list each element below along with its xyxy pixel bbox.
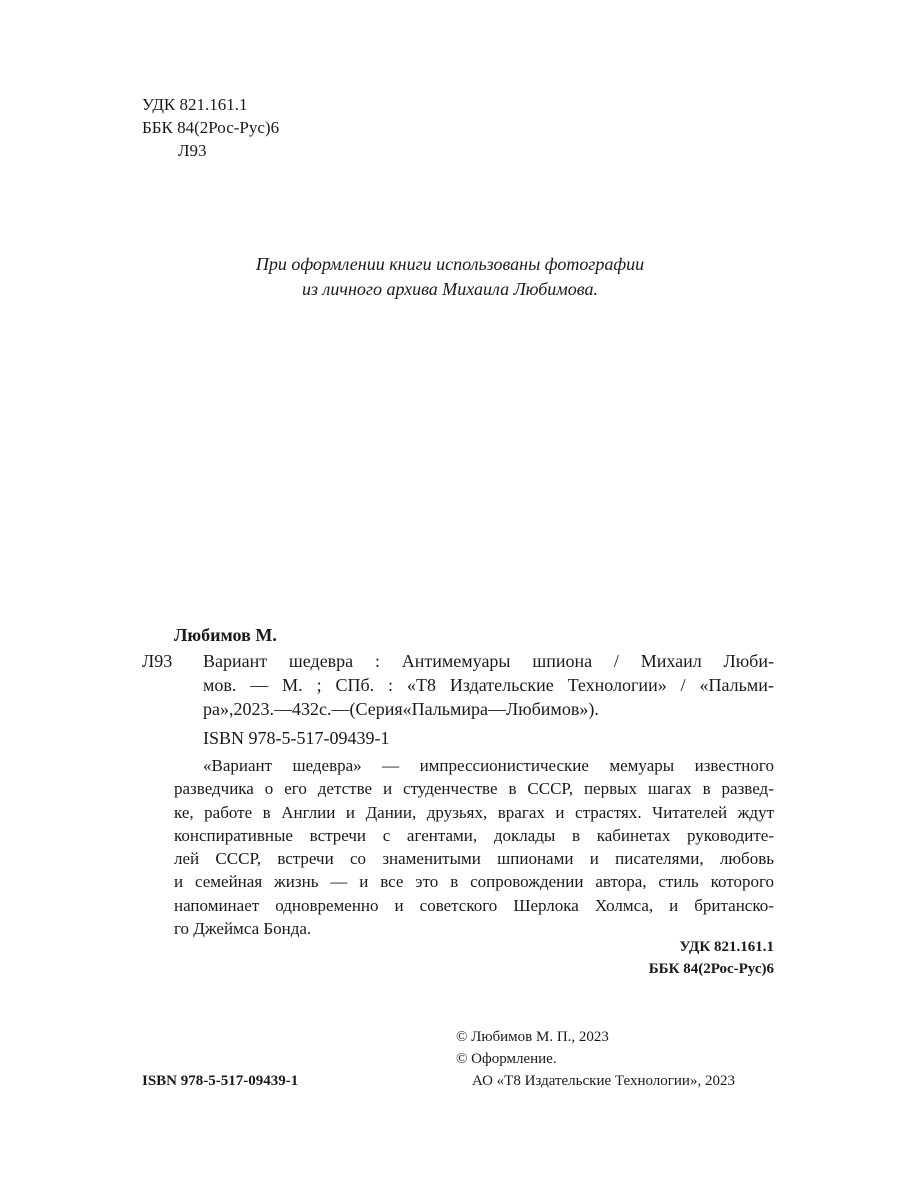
word: (Серия <box>349 699 403 719</box>
word: «Пальмира <box>402 699 488 719</box>
word: ке, <box>174 802 194 822</box>
word: семейная <box>194 872 263 892</box>
word: «Пальми- <box>699 675 774 695</box>
word: Михаил <box>640 651 702 671</box>
annotation-line <box>174 754 774 777</box>
word: в <box>450 872 459 892</box>
author-sign-code: Л93 <box>178 141 207 160</box>
word: писателями, <box>615 849 704 869</box>
udk-code: УДК 821.161.1 <box>142 95 248 114</box>
word: сопровождении <box>470 872 584 892</box>
annotation-line <box>174 894 774 917</box>
word: шедевра <box>288 651 354 671</box>
word: кабинетах <box>596 825 671 845</box>
word: и <box>359 872 369 892</box>
word: Технологии» <box>567 675 667 695</box>
word: импрессионистические <box>419 756 589 775</box>
word: в <box>702 779 711 799</box>
word: Англии <box>281 802 336 822</box>
word: британско- <box>694 895 774 915</box>
word: шагах <box>647 779 692 799</box>
word: доклады <box>493 825 556 845</box>
word: «Вариант <box>203 756 273 775</box>
word: напоминает <box>174 895 260 915</box>
word: / <box>680 675 686 695</box>
word: — <box>330 872 348 892</box>
word: жизнь <box>274 872 319 892</box>
word: Издательские <box>449 675 554 695</box>
photo-credit-line: При оформлении книги использованы фотографии <box>255 254 645 274</box>
word: работе <box>204 802 253 822</box>
word: первых <box>583 779 638 799</box>
word: и <box>174 872 184 892</box>
word: знаменитыми <box>382 849 481 869</box>
annotation-line <box>174 870 774 893</box>
word: и <box>345 802 356 822</box>
annotation-line <box>174 777 774 800</box>
word: врагах <box>497 802 545 822</box>
word: стиль <box>658 872 699 892</box>
word: М. <box>282 675 303 695</box>
word: 432 <box>292 699 319 719</box>
word: мемуары <box>609 756 675 775</box>
word: развед- <box>721 779 774 799</box>
word: все <box>380 872 404 892</box>
catalog-isbn: ISBN 978-5-517-09439-1 <box>203 728 390 748</box>
word: СПб. <box>335 675 375 695</box>
word: с <box>382 825 391 845</box>
word: : <box>388 675 394 695</box>
bibliographic-line <box>203 649 774 673</box>
catalog-classification <box>649 936 774 980</box>
word: Люби- <box>723 651 774 671</box>
word: ждут <box>737 802 774 822</box>
word: : <box>374 651 380 671</box>
word: со <box>349 849 367 869</box>
word: / <box>613 651 619 671</box>
word: руководите- <box>687 825 774 845</box>
copyright-design: © Оформление. <box>456 1051 557 1067</box>
annotation-line <box>174 824 774 847</box>
catalog-author: Любимов М. <box>174 625 277 645</box>
word: — <box>331 699 350 719</box>
classification-block <box>142 93 279 162</box>
annotation <box>174 754 774 940</box>
word: встречи <box>309 825 367 845</box>
word: в <box>572 825 581 845</box>
word: ; <box>316 675 322 695</box>
word: агентами, <box>406 825 478 845</box>
word: ра», <box>203 699 234 719</box>
word: Антимемуары <box>401 651 511 671</box>
word: — <box>382 756 400 775</box>
bibliographic-line <box>203 673 774 697</box>
word: студенчестве <box>403 779 498 799</box>
catalog-udk: УДК 821.161.1 <box>679 939 774 955</box>
word: разведчика <box>174 779 254 799</box>
word: его <box>284 779 307 799</box>
word: советского <box>419 895 498 915</box>
word: шедевра» <box>292 756 362 775</box>
photo-credit <box>0 252 900 302</box>
word: одновременно <box>275 895 379 915</box>
word: Дании, <box>365 802 417 822</box>
word: о <box>264 779 274 799</box>
word: Любимов»). <box>505 699 599 719</box>
word: страстях. <box>575 802 642 822</box>
word: — <box>250 675 269 695</box>
copyright-block <box>456 1026 735 1092</box>
word: шпионами <box>497 849 574 869</box>
word: это <box>415 872 439 892</box>
word: Вариант <box>203 651 268 671</box>
word: конспиративные <box>174 825 293 845</box>
word: в <box>508 779 517 799</box>
word: СССР, <box>215 849 262 869</box>
word: — <box>274 699 292 719</box>
word: и <box>589 849 599 869</box>
word: и <box>383 779 393 799</box>
catalog-bbk: ББК 84(2Рос-Рус)6 <box>648 961 774 977</box>
word: детстве <box>317 779 373 799</box>
word: которого <box>710 872 774 892</box>
word: Читателей <box>652 802 728 822</box>
copyright-author: © Любимов М. П., 2023 <box>456 1029 609 1045</box>
word: — <box>487 699 506 719</box>
word: «Т8 <box>406 675 436 695</box>
word: и <box>555 802 565 822</box>
word: СССР, <box>527 779 574 799</box>
word: и <box>394 895 404 915</box>
word: шпиона <box>532 651 593 671</box>
bibliographic-line <box>203 697 774 721</box>
word: и <box>669 895 679 915</box>
word: в <box>262 802 271 822</box>
annotation-line <box>174 847 774 870</box>
word: друзьях, <box>426 802 488 822</box>
word: Шерлока <box>513 895 579 915</box>
word: лей <box>174 849 200 869</box>
word: мов. <box>203 675 237 695</box>
annotation-line <box>174 801 774 824</box>
word: 2023. <box>233 699 274 719</box>
bibliographic-description <box>203 649 774 721</box>
word: любовь <box>719 849 774 869</box>
word: с. <box>319 699 332 719</box>
photo-credit-line: из личного архива Михаила Любимова. <box>302 279 598 299</box>
isbn-bottom: ISBN 978-5-517-09439-1 <box>142 1073 299 1089</box>
catalog-author-code: Л93 <box>142 651 173 671</box>
word: встречи <box>277 849 334 869</box>
word: известного <box>694 756 774 775</box>
word: автора, <box>595 872 647 892</box>
word: Холмса, <box>594 895 654 915</box>
bbk-code: ББК 84(2Рос-Рус)6 <box>142 118 280 137</box>
word: го Джеймса Бонда. <box>174 919 312 939</box>
copyright-publisher: АО «Т8 Издательские Технологии», 2023 <box>472 1073 735 1089</box>
